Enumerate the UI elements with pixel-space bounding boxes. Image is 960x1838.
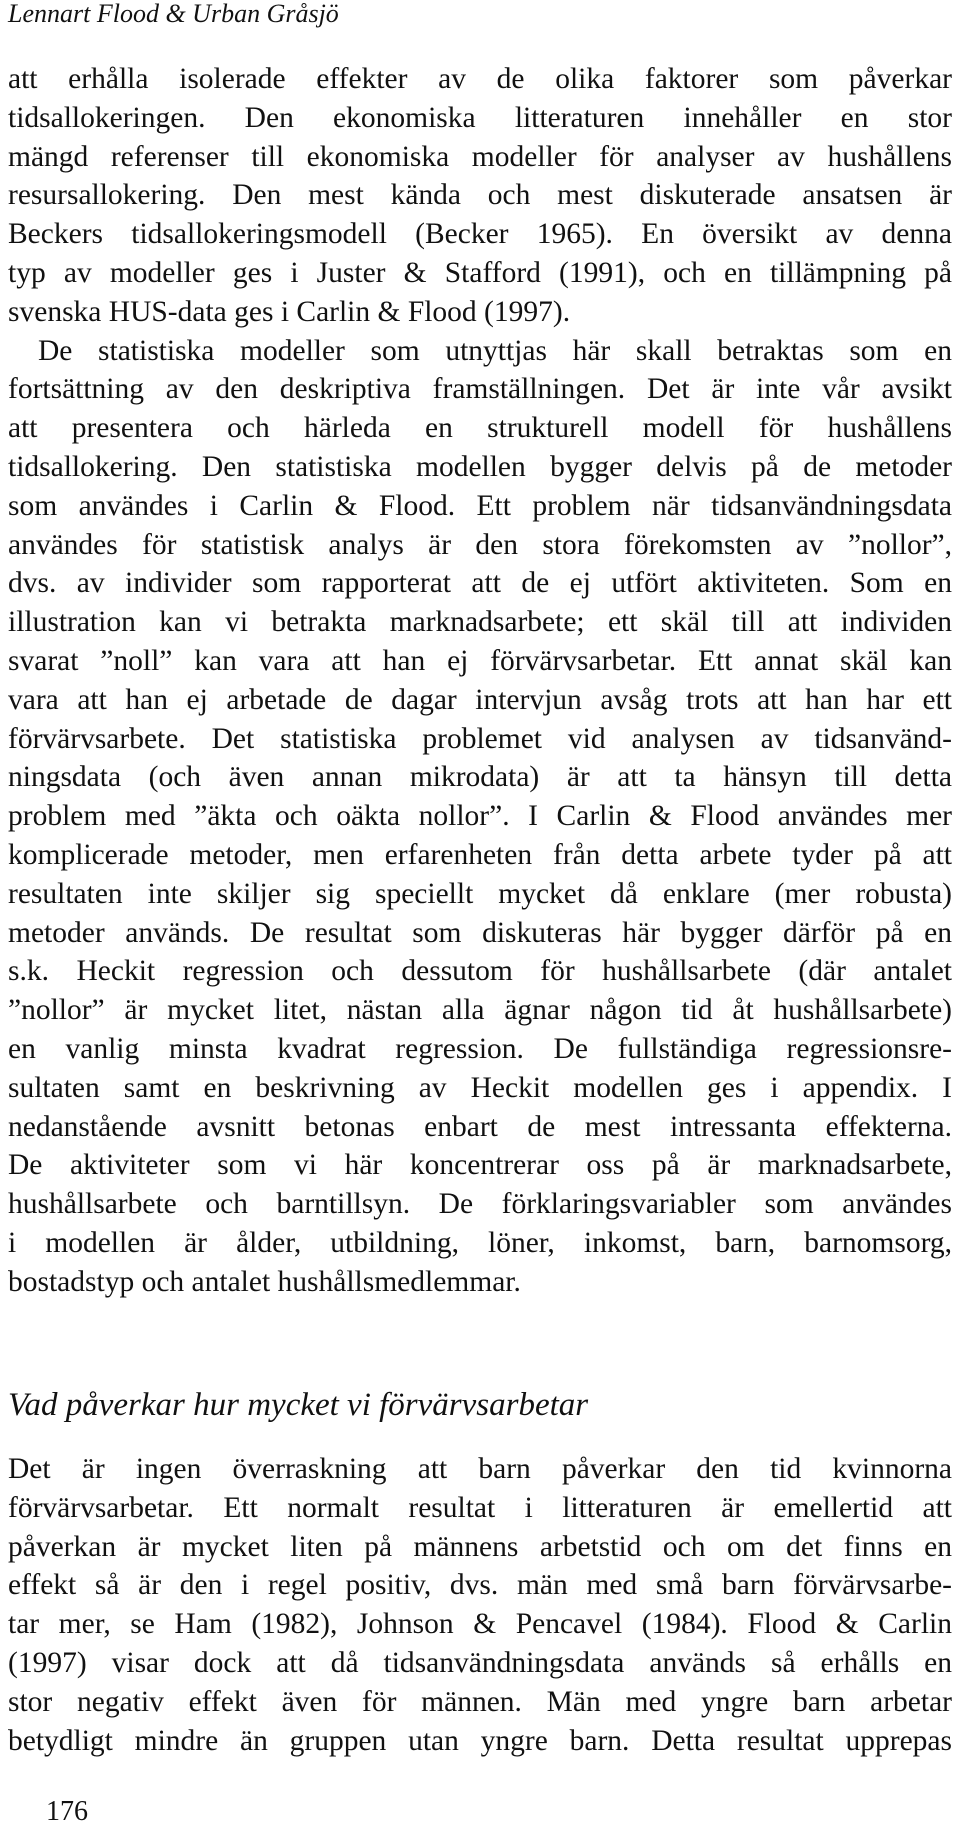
text-line: Det är ingen överraskning att barn påverkar den tid kvinnorna <box>8 1453 952 1485</box>
page-number: 176 <box>46 1796 88 1827</box>
text-line: vara att han ej arbetade de dagar intervjun avsåg trots att han har ett <box>8 683 952 716</box>
text-line: metoder används. De resultat som diskuteras här bygger därför på en <box>8 916 952 949</box>
text-line: bostadstyp och antalet hushållsmedlemmar. <box>8 1265 521 1298</box>
text-line: (1997) visar dock att då tidsanvändningsdata används så erhålls en <box>8 1646 952 1679</box>
text-line: De statistiska modeller som utnyttjas här skall betraktas som en <box>38 334 952 367</box>
text-line: en vanlig minsta kvadrat regression. De fullständiga regressionsre- <box>8 1032 952 1065</box>
text-line: ”nollor” är mycket litet, nästan alla ägnar någon tid åt hushållsarbete) <box>8 994 952 1027</box>
text-line: resursallokering. Den mest kända och mest diskuterade ansatsen är <box>8 179 952 212</box>
text-line: användes för statistisk analys är den stora förekomsten av ”nollor”, <box>8 528 952 561</box>
text-line: problem med ”äkta och oäkta nollor”. I Carlin & Flood användes mer <box>8 800 952 833</box>
text-line: förvärvsarbetar. Ett normalt resultat i litteraturen är emellertid att <box>8 1491 952 1524</box>
text-line: fortsättning av den deskriptiva framställningen. Det är inte vår avsikt <box>8 373 952 406</box>
text-line: betydligt mindre än gruppen utan yngre barn. Detta resultat upprepas <box>8 1724 952 1757</box>
text-line: att presentera och härleda en strukturell modell för hushållens <box>8 412 952 445</box>
text-line: nedanstående avsnitt betonas enbart de mest intressanta effekterna. <box>8 1110 952 1143</box>
text-line: typ av modeller ges i Juster & Stafford (1991), och en tillämpning på <box>8 256 952 289</box>
body-text-block <box>8 60 952 1302</box>
text-line: dvs. av individer som rapporterat att de ej utfört aktiviteten. Som en <box>8 567 952 600</box>
text-line: svarat ”noll” kan vara att han ej förvärvsarbetar. Ett annat skäl kan <box>8 644 952 677</box>
text-line: komplicerade metoder, men erfarenheten från detta arbete tyder på att <box>8 838 952 871</box>
text-line: Beckers tidsallokeringsmodell (Becker 1965). En översikt av denna <box>8 218 952 251</box>
text-line: tar mer, se Ham (1982), Johnson & Pencavel (1984). Flood & Carlin <box>8 1608 952 1641</box>
text-line: tidsallokeringen. Den ekonomiska litteraturen innehåller en stor <box>8 101 952 134</box>
text-line: stor negativ effekt även för männen. Män med yngre barn arbetar <box>8 1685 952 1718</box>
text-line: resultaten inte skiljer sig speciellt mycket då enklare (mer robusta) <box>8 877 952 910</box>
text-line: De aktiviteter som vi här koncentrerar oss på är marknadsarbete, <box>8 1149 952 1182</box>
text-line: att erhålla isolerade effekter av de olika faktorer som påverkar <box>8 63 952 95</box>
text-line: sultaten samt en beskrivning av Heckit modellen ges i appendix. I <box>8 1071 952 1104</box>
text-line: svenska HUS-data ges i Carlin & Flood (1997). <box>8 295 571 328</box>
text-line: hushållsarbete och barntillsyn. De förklaringsvariabler som användes <box>8 1188 952 1221</box>
section-heading: Vad påverkar hur mycket vi förvärvsarbetar <box>8 1387 589 1423</box>
text-line: förvärvsarbete. Det statistiska problemet vid analysen av tidsanvänd- <box>8 722 952 755</box>
running-header: Lennart Flood & Urban Gråsjö <box>8 0 339 28</box>
text-line: ningsdata (och även annan mikrodata) är att ta hänsyn till detta <box>8 761 952 794</box>
text-line: mängd referenser till ekonomiska modeller för analyser av hushållens <box>8 140 952 173</box>
body-text-block <box>8 1450 952 1760</box>
text-line: effekt så är den i regel positiv, dvs. män med små barn förvärvsarbe- <box>8 1569 952 1602</box>
text-line: påverkan är mycket liten på männens arbetstid och om det finns en <box>8 1530 952 1563</box>
text-line: tidsallokering. Den statistiska modellen bygger delvis på de metoder <box>8 450 952 483</box>
text-line: illustration kan vi betrakta marknadsarbete; ett skäl till att individen <box>8 606 952 639</box>
text-line: som användes i Carlin & Flood. Ett problem när tidsanvändningsdata <box>8 489 952 522</box>
text-line: i modellen är ålder, utbildning, löner, inkomst, barn, barnomsorg, <box>8 1226 952 1259</box>
text-line: s.k. Heckit regression och dessutom för hushållsarbete (där antalet <box>8 955 952 988</box>
